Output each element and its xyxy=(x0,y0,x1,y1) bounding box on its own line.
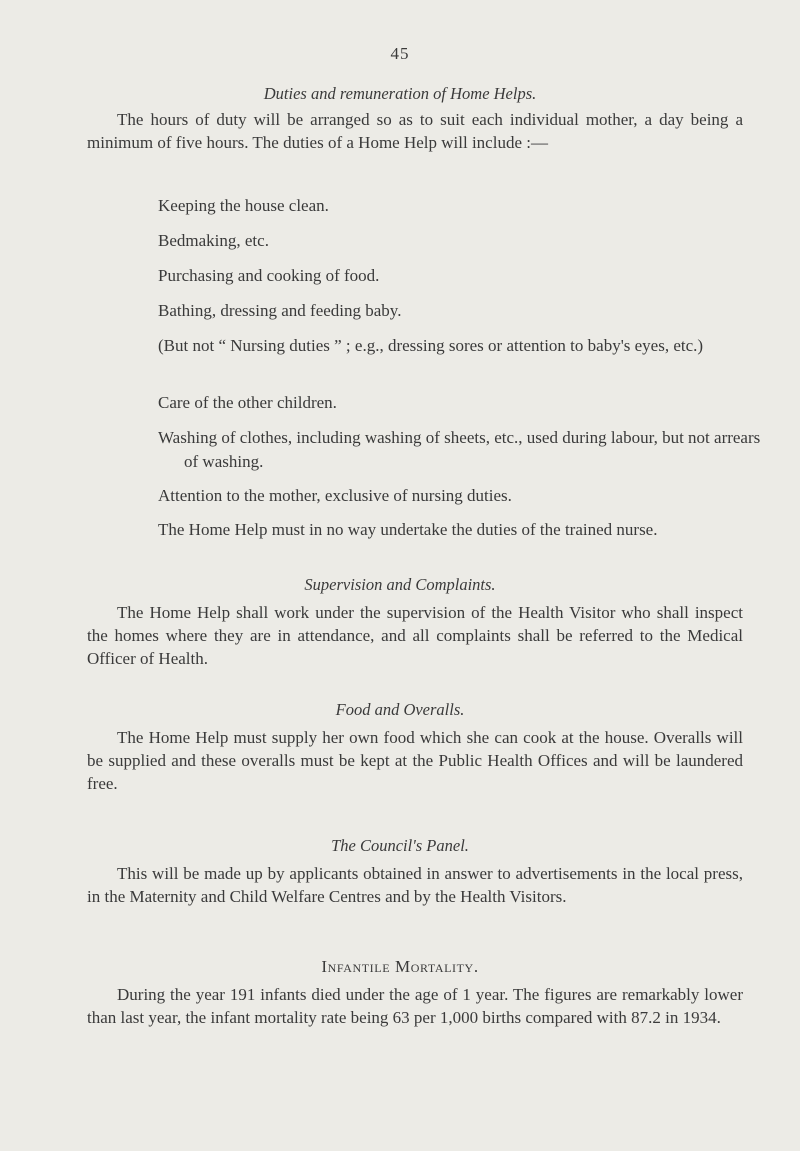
duties-heading: Duties and remuneration of Home Helps. xyxy=(263,84,537,103)
duty-item: The Home Help must in no way undertake the duties of the trained nurse. xyxy=(158,520,658,539)
food-text: The Home Help must supply her own food which she can cook at the house. Overalls will be supplied and these overalls must be kept at the Public Health Offices and will be laundered free. xyxy=(87,728,743,793)
supervision-text: The Home Help shall work under the supervision of the Health Visitor who shall inspect the homes where they are in attendance, and all complaints shall be referred to the Medical Officer of Health. xyxy=(87,603,743,668)
duty-item: Purchasing and cooking of food. xyxy=(158,266,380,285)
duty-item: Attention to the mother, exclusive of nursing duties. xyxy=(158,486,512,505)
duty-item: Bathing, dressing and feeding baby. xyxy=(158,301,402,320)
mortality-text: During the year 191 infants died under the age of 1 year. The figures are remarkably lower than last year, the infant mortality rate being 63 per 1,000 births compared with 87.2 in 1934. xyxy=(87,985,743,1027)
duty-item: (But not “ Nursing duties ” ; e.g., dressing sores or attention to baby's eyes, etc.) xyxy=(158,336,704,355)
food-heading: Food and Overalls. xyxy=(335,700,465,719)
duty-item: Bedmaking, etc. xyxy=(158,231,269,250)
panel-text: This will be made up by applicants obtained in answer to advertisements in the local press, in the Maternity and Child Welfare Centres and by the Health Visitors. xyxy=(87,864,743,906)
duty-item: Washing of clothes, including washing of sheets, etc., used during labour, but not arrears of washing. xyxy=(158,428,761,471)
page-number: 45 xyxy=(390,44,410,63)
duty-item: Keeping the house clean. xyxy=(158,196,329,215)
duties-intro xyxy=(87,108,743,154)
panel-paragraph xyxy=(87,862,743,908)
food-paragraph xyxy=(87,726,743,795)
mortality-paragraph xyxy=(87,983,743,1029)
mortality-heading: Infantile Mortality. xyxy=(321,957,479,976)
duties-intro-text: The hours of duty will be arranged so as to suit each individual mother, a day being a minimum of five hours. The duties of a Home Help will include :— xyxy=(87,110,743,152)
supervision-paragraph xyxy=(87,601,743,670)
panel-heading: The Council's Panel. xyxy=(331,836,469,855)
supervision-heading: Supervision and Complaints. xyxy=(304,575,496,594)
duty-item: Care of the other children. xyxy=(158,393,337,412)
